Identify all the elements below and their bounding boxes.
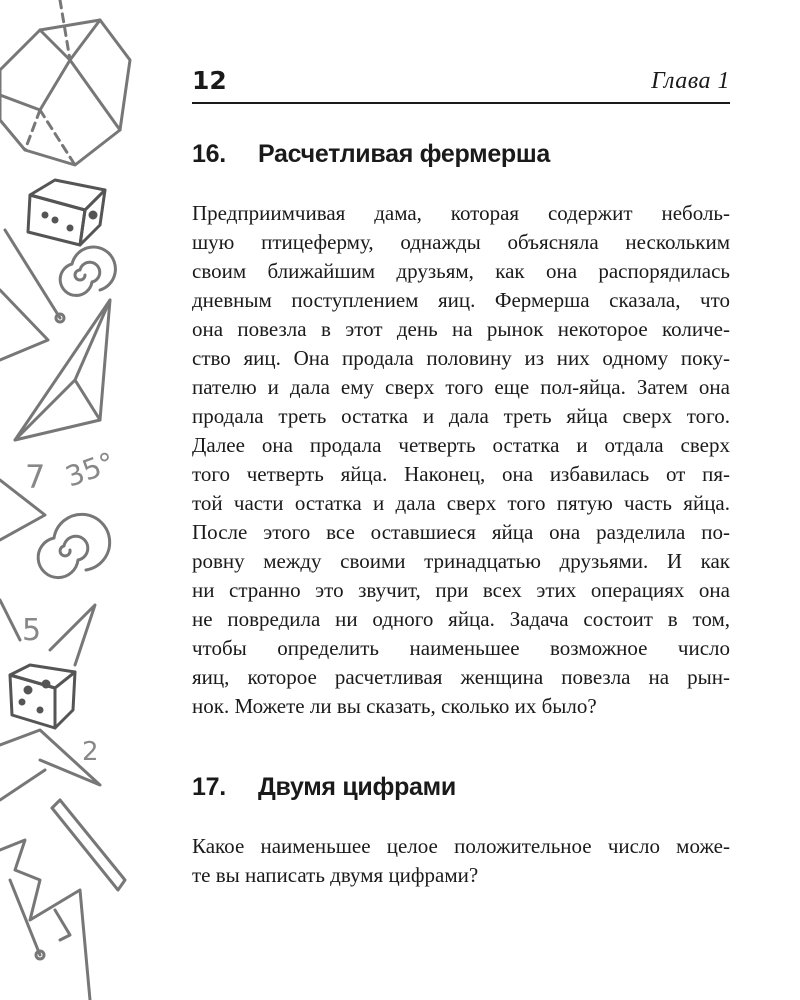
problem-number: 17. bbox=[192, 773, 226, 801]
page-header bbox=[192, 66, 730, 100]
text-line: Предприимчивая дама, которая содержит неболь- bbox=[192, 201, 730, 225]
margin-illustration bbox=[0, 0, 150, 1000]
doodle-art bbox=[0, 0, 150, 1000]
problem-17-heading bbox=[192, 773, 730, 802]
text-line: ство яиц. Она продала половину из них одному поку- bbox=[192, 346, 730, 370]
text-line: своим ближайшим друзьям, как она распорядилась bbox=[192, 259, 730, 283]
label-35-degrees: 35° bbox=[61, 445, 120, 494]
pencil-icon bbox=[52, 800, 125, 890]
text-line: Далее она продала четверть остатка и отдала сверх bbox=[192, 433, 730, 457]
text-line: ровну между своими тринадцатью друзьями. И как bbox=[192, 549, 730, 573]
text-line: продала треть остатка и дала треть яйца сверх того. bbox=[192, 404, 730, 428]
text-line: нок. Можете ли вы сказать, сколько их было? bbox=[192, 694, 597, 718]
text-line: После этого все оставшиеся яйца она разделила по- bbox=[192, 520, 730, 544]
label-5: 5 bbox=[22, 613, 42, 648]
label-2: 2 bbox=[82, 737, 99, 767]
text-line: дневным поступлением яиц. Фермерша сказала, что bbox=[192, 288, 730, 312]
problem-title: Расчетливая фермерша bbox=[258, 140, 551, 168]
problem-title: Двумя цифрами bbox=[258, 773, 456, 801]
text-line: Какое наименьшее целое положительное число може- bbox=[192, 834, 730, 858]
text-line: пателю и дала ему сверх того еще пол-яйца. Затем она bbox=[192, 375, 730, 399]
problem-number: 16. bbox=[192, 140, 226, 168]
text-line: яиц, которое расчетливая женщина повезла на рын- bbox=[192, 665, 730, 689]
text-line: не повредила ни одного яйца. Задача состоит в том, bbox=[192, 607, 730, 631]
label-7: 7 bbox=[25, 458, 46, 496]
lightning-icon bbox=[55, 910, 70, 940]
spiral-icon bbox=[60, 247, 115, 295]
page-number: 12 bbox=[192, 66, 227, 95]
text-line: той части остатка и дала сверх того пятую часть яйца. bbox=[192, 491, 730, 515]
text-line: шую птицеферму, однажды объясняла нескольким bbox=[192, 230, 730, 254]
text-line: того четверть яйца. Наконец, она избавилась от пя- bbox=[192, 462, 730, 486]
problem-16-text bbox=[192, 199, 730, 721]
problem-16-heading bbox=[192, 140, 730, 169]
text-line: она повезла в этот день на рынок некоторое количе- bbox=[192, 317, 730, 341]
polyhedron-icon bbox=[0, 0, 130, 165]
header-rule bbox=[192, 102, 730, 104]
text-line: чтобы определить наименьшее возможное число bbox=[192, 636, 730, 660]
dice-icon bbox=[28, 180, 105, 245]
spiral-icon bbox=[38, 514, 110, 577]
text-line: ни странно это звучит, при всех этих операциях она bbox=[192, 578, 730, 602]
chapter-title: Глава 1 bbox=[651, 68, 730, 94]
problem-17-text bbox=[192, 832, 730, 890]
dice-icon bbox=[10, 665, 75, 728]
text-line: те вы написать двумя цифрами? bbox=[192, 863, 479, 887]
